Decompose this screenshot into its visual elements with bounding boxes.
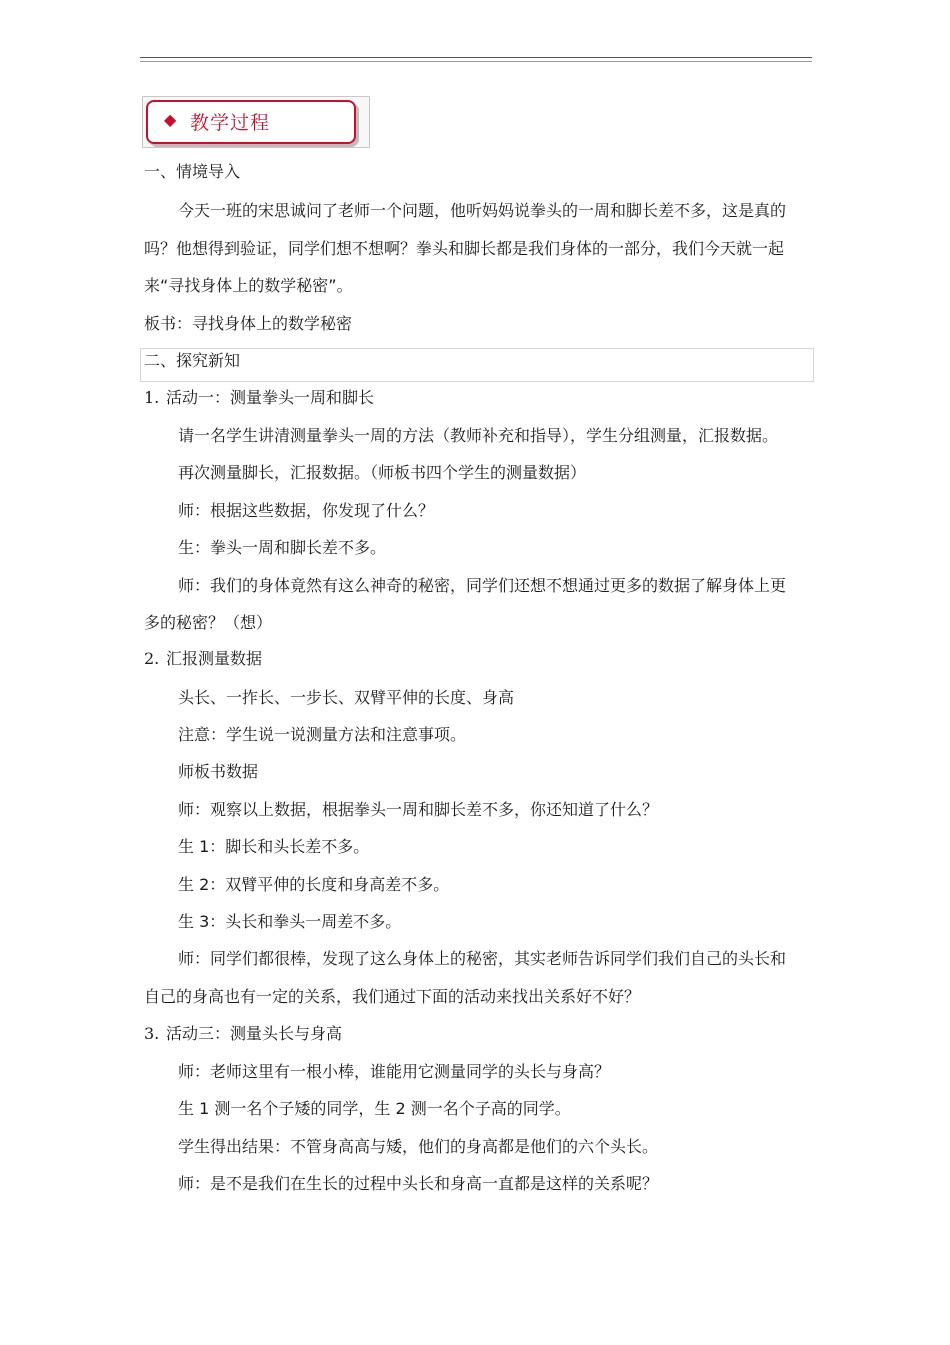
list-item-3 bbox=[144, 1023, 342, 1045]
paragraph-line: 生 2：双臂平伸的长度和身高差不多。 bbox=[178, 875, 450, 894]
paragraph-line: 多的秘密？（想） bbox=[144, 613, 273, 632]
section-2-frame bbox=[140, 348, 814, 382]
paragraph-line: 再次测量脚长，汇报数据。（师板书四个学生的测量数据） bbox=[178, 463, 587, 482]
section-2-title: 二、探究新知 bbox=[144, 351, 241, 370]
board-note: 板书：寻找身体上的数学秘密 bbox=[144, 314, 353, 333]
paragraph-line: 自己的身高也有一定的关系，我们通过下面的活动来找出关系好不好？ bbox=[144, 987, 641, 1006]
section-heading-banner bbox=[142, 96, 370, 148]
list-number: 3. bbox=[144, 1024, 160, 1043]
paragraph-line: 生 1：脚长和头长差不多。 bbox=[178, 837, 370, 856]
paragraph-line: 师：根据这些数据，你发现了什么？ bbox=[178, 501, 435, 520]
paragraph-line: 师：我们的身体竟然有这么神奇的秘密，同学们还想不想通过更多的数据了解身体上更 bbox=[178, 576, 787, 595]
paragraph-line: 请一名学生讲清测量拳头一周的方法（教师补充和指导），学生分组测量，汇报数据。 bbox=[178, 426, 779, 445]
paragraph-line: 今天一班的宋思诚问了老师一个问题，他听妈妈说拳头的一周和脚长差不多，这是真的 bbox=[178, 201, 787, 220]
paragraph-line: 头长、一拃长、一步长、双臂平伸的长度、身高 bbox=[178, 688, 515, 707]
list-item-title: 活动一：测量拳头一周和脚长 bbox=[166, 388, 375, 407]
paragraph-line: 来“寻找身体上的数学秘密”。 bbox=[144, 276, 353, 295]
list-item-title: 活动三：测量头长与身高 bbox=[166, 1024, 343, 1043]
paragraph-line: 师：是不是我们在生长的过程中头长和身高一直都是这样的关系呢？ bbox=[178, 1174, 659, 1193]
list-number: 1. bbox=[144, 388, 160, 407]
paragraph-line: 师：观察以上数据，根据拳头一周和脚长差不多，你还知道了什么？ bbox=[178, 800, 659, 819]
paragraph-line: 学生得出结果：不管身高高与矮，他们的身高都是他们的六个头长。 bbox=[178, 1137, 659, 1156]
list-item-1 bbox=[144, 387, 374, 409]
paragraph-line: 师：同学们都很棒，发现了这么身体上的秘密，其实老师告诉同学们我们自己的头长和 bbox=[178, 949, 787, 968]
paragraph-line: 师：老师这里有一根小棒，谁能用它测量同学的头长与身高？ bbox=[178, 1062, 611, 1081]
list-number: 2. bbox=[144, 649, 160, 668]
heading-title: 教学过程 bbox=[190, 112, 271, 134]
diamond-bullet-icon: ◆ bbox=[164, 110, 177, 129]
paragraph-line: 吗？他想得到验证，同学们想不想啊？拳头和脚长都是我们身体的一部分，我们今天就一起 bbox=[144, 239, 785, 258]
list-item-2 bbox=[144, 648, 262, 670]
paragraph-line: 师板书数据 bbox=[178, 762, 259, 781]
paragraph-line: 注意：学生说一说测量方法和注意事项。 bbox=[178, 725, 467, 744]
paragraph-line: 生 1 测一名个子矮的同学，生 2 测一名个子高的同学。 bbox=[178, 1099, 571, 1118]
list-item-title: 汇报测量数据 bbox=[166, 649, 263, 668]
paragraph-line: 生 3：头长和拳头一周差不多。 bbox=[178, 912, 402, 931]
paragraph-line: 生：拳头一周和脚长差不多。 bbox=[178, 538, 387, 557]
heading-frame bbox=[146, 100, 356, 144]
header-rule bbox=[140, 57, 812, 58]
header-rule-secondary bbox=[140, 61, 812, 62]
section-1-title: 一、情境导入 bbox=[144, 162, 241, 181]
